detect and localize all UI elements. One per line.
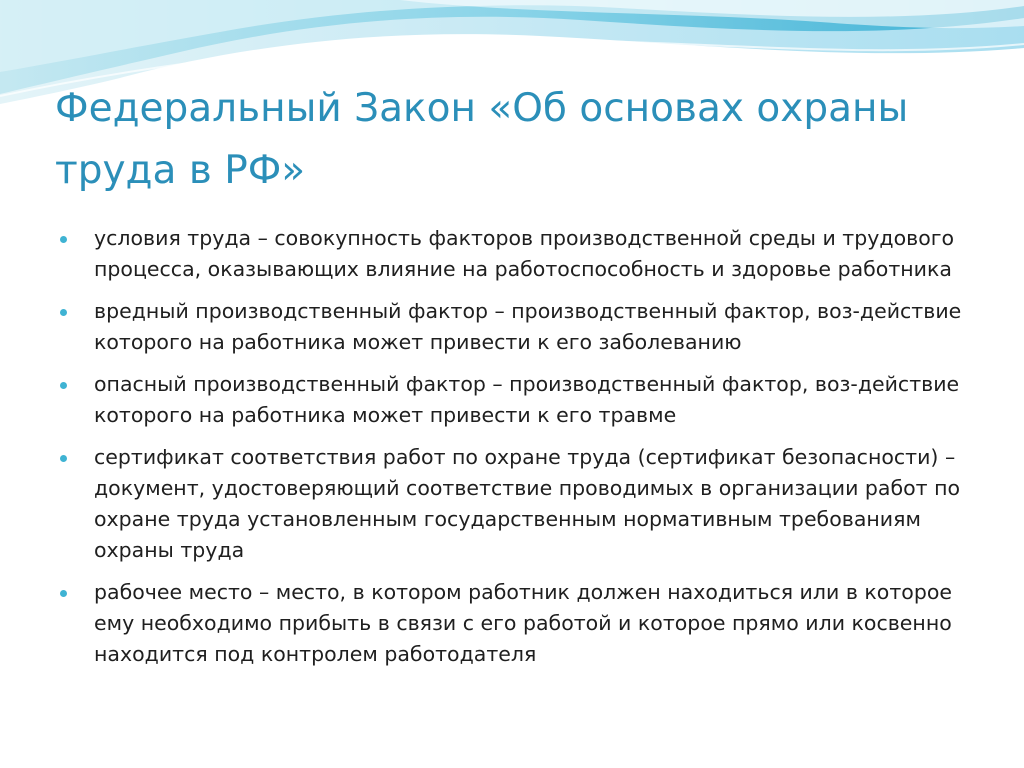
bullet-list xyxy=(57,223,977,681)
list-item xyxy=(57,577,977,670)
bullet-dot-icon xyxy=(60,236,67,243)
list-item xyxy=(57,223,977,285)
bullet-text: вредный производственный фактор – производственный фактор, воз-действие которого на работника может привести к его заболеванию xyxy=(94,299,962,354)
bullet-dot-icon xyxy=(60,309,67,316)
list-item xyxy=(57,442,977,566)
list-item xyxy=(57,369,977,431)
bullet-dot-icon xyxy=(60,590,67,597)
bullet-text: рабочее место – место, в котором работник должен находиться или в которое ему необходимо прибыть в связи с его работой и которое прямо или косвенно находится под контролем работодателя xyxy=(94,580,952,666)
bullet-text: условия труда – совокупность факторов производственной среды и трудового процесса, оказывающих влияние на работоспособность и здоровье работника xyxy=(94,226,955,281)
bullet-text: опасный производственный фактор – производственный фактор, воз-действие которого на работника может привести к его травме xyxy=(94,372,960,427)
slide-title: Федеральный Закон «Об основах охраны труда в РФ» xyxy=(55,86,909,193)
list-item xyxy=(57,296,977,358)
bullet-dot-icon xyxy=(60,455,67,462)
bullet-dot-icon xyxy=(60,382,67,389)
bullet-text: сертификат соответствия работ по охране труда (сертификат безопасности) – документ, удостоверяющий соответствие проводимых в организации работ по охране труда установленным государственным нормативным требованиям охраны труда xyxy=(94,445,961,562)
